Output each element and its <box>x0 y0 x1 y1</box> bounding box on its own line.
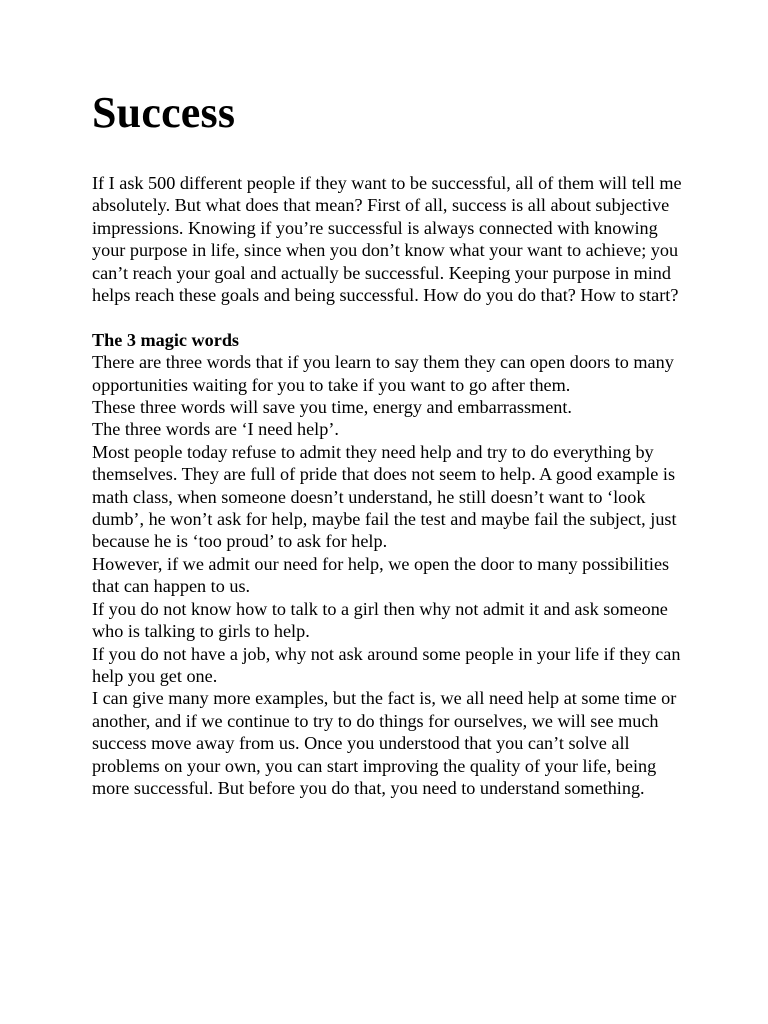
body-paragraph-1: There are three words that if you learn to say them they can open doors to many opportunities waiting for you to take if you want to go after them. <box>92 352 674 395</box>
body-paragraph-3: The three words are ‘I need help’. <box>92 419 339 440</box>
body-paragraph-8: I can give many more examples, but the fact is, we all need help at some time or another, and if we continue to try to do things for ourselves, we will see much success move away from us. Once you understood that you can’t solve all problems on your own, you can start improving the quality of your life, being more successful. But before you do that, you need to understand something. <box>92 688 677 798</box>
body-paragraph-5: However, if we admit our need for help, we open the door to many possibilities that can happen to us. <box>92 553 670 597</box>
section-heading: The 3 magic words <box>92 329 240 350</box>
body-paragraph-2: These three words will save you time, energy and embarrassment. <box>92 397 572 418</box>
intro-paragraph: If I ask 500 different people if they want to be successful, all of them will tell me absolutely. But what does that mean? First of all, success is all about subjective impressions. Knowing if you’re successful is always connected with knowing your purpose in life, since when you don’t know what your want to achieve; you can’t reach your goal and actually be successful. Keeping your purpose in mind helps reach these goals and being successful. How do you do that? How to start? <box>92 173 682 306</box>
body-paragraph-7: If you do not have a job, why not ask around some people in your life if they can help you get one. <box>92 643 681 686</box>
document-page <box>92 84 682 799</box>
body-paragraph-6: If you do not know how to talk to a girl then why not admit it and ask someone who is talking to girls to help. <box>92 598 668 642</box>
body-paragraph-4: Most people today refuse to admit they need help and try to do everything by themselves. They are full of pride that does not seem to help. A good example is math class, when someone doesn’t understand, he still doesn’t want to ‘look dumb’, he won’t ask for help, maybe fail the test and maybe fail the subject, just because he is ‘too proud’ to ask for help. <box>92 441 677 552</box>
paragraph-spacer <box>92 306 682 328</box>
document-title: Success <box>92 88 236 137</box>
